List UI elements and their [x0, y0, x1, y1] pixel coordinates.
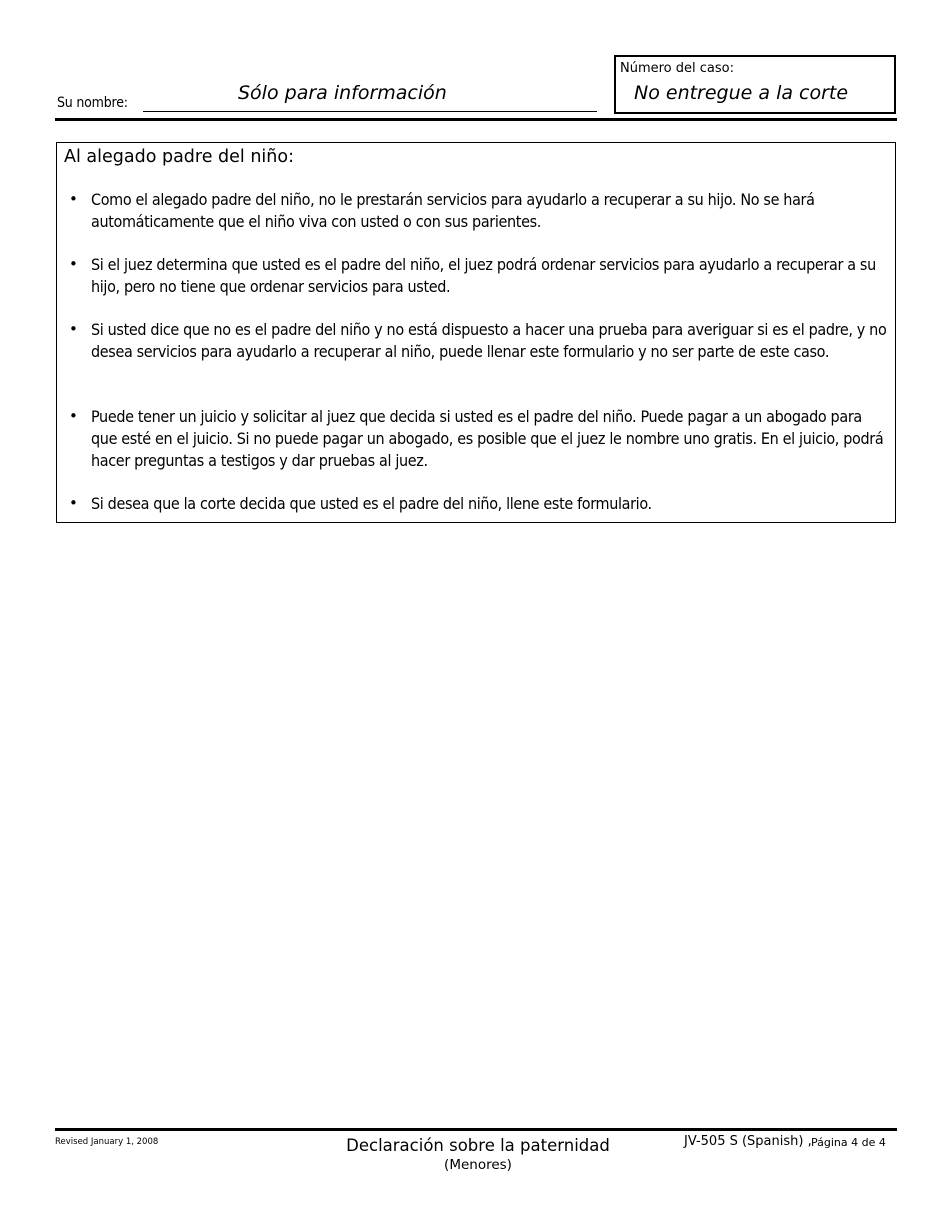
name-underline — [143, 111, 597, 112]
notice-item: Si el juez determina que usted es el padre del niño, el juez podrá ordenar servicios para ayudarlo a recuperar a su hijo, pero no tiene que ordenar servicios para usted. — [91, 255, 876, 297]
footer-divider — [55, 1128, 897, 1131]
header-divider — [55, 118, 897, 121]
notice-item: Puede tener un juicio y solicitar al juez que decida si usted es el padre del niño. Puede pagar a un abogado para que esté en el juicio. Si no puede pagar un abogado, es posible que el juez le nombre uno gratis. En el juicio, podrá hacer preguntas a testigos y dar pruebas al juez. — [91, 407, 884, 471]
case-number-field[interactable]: No entregue a la corte — [634, 82, 849, 104]
form-id: JV-505 S (Spanish) , — [684, 1134, 812, 1149]
form-title: Declaración sobre la paternidad — [346, 1136, 610, 1155]
name-field[interactable]: Sólo para información — [238, 82, 447, 104]
case-number-label: Número del caso: — [620, 61, 734, 76]
revision-date: Revised January 1, 2008 — [55, 1137, 159, 1147]
notice-heading: Al alegado padre del niño: — [64, 147, 294, 167]
bullet-icon: • — [69, 407, 78, 425]
bullet-icon: • — [69, 255, 78, 273]
bullet-icon: • — [69, 494, 78, 512]
page-number: Página 4 de 4 — [811, 1136, 886, 1149]
bullet-icon: • — [69, 190, 78, 208]
form-subtitle: (Menores) — [444, 1157, 512, 1173]
notice-item: Si usted dice que no es el padre del niño y no está dispuesto a hacer una prueba para averiguar si es el padre, y no desea servicios para ayudarlo a recuperar al niño, puede llenar este formulario y no ser parte de este caso. — [91, 320, 887, 362]
bullet-icon: • — [69, 320, 78, 338]
notice-item: Como el alegado padre del niño, no le prestarán servicios para ayudarlo a recuperar a su hijo. No se hará automáticamente que el niño viva con usted o con sus parientes. — [91, 190, 815, 232]
notice-item: Si desea que la corte decida que usted es el padre del niño, llene este formulario. — [91, 494, 652, 513]
name-label: Su nombre: — [57, 95, 128, 111]
